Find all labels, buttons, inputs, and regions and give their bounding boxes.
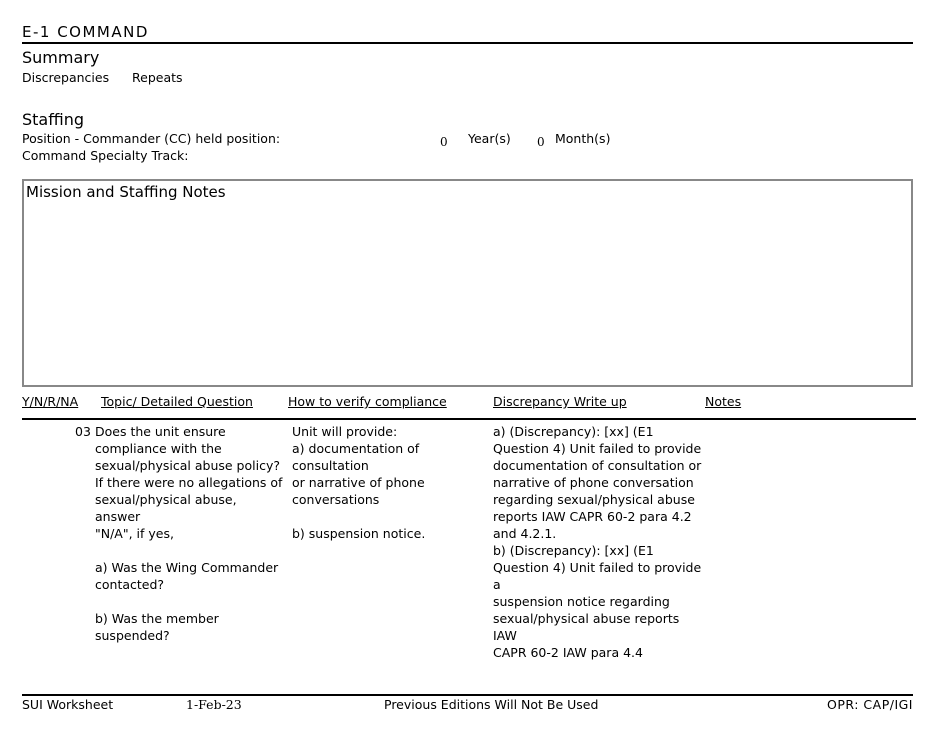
- question-text: Does the unit ensure compliance with the sexual/physical abuse policy? If there were no allegations of sexual/physical abuse, answer "N/A", if yes, a) Was the Wing Commander contacted? b) Was the member suspended?: [95, 424, 283, 643]
- years-value: 0: [440, 135, 448, 149]
- column-header-verify: How to verify compliance: [288, 394, 447, 409]
- verify-compliance-text: Unit will provide: a) documentation of consultation or narrative of phone conversations b) suspension notice.: [292, 424, 426, 541]
- page-title: E-1 COMMAND: [22, 23, 149, 41]
- column-header-discrepancy: Discrepancy Write up: [493, 394, 627, 409]
- footer-divider: [22, 694, 913, 696]
- footer-date: 1-Feb-23: [186, 697, 242, 712]
- discrepancies-label: Discrepancies: [22, 70, 110, 85]
- months-label: Month(s): [555, 131, 611, 146]
- question-number: 03: [75, 424, 91, 439]
- summary-heading: Summary: [22, 48, 100, 67]
- mission-staffing-notes-label: Mission and Staffing Notes: [26, 183, 226, 201]
- table-header-divider: [22, 418, 916, 420]
- column-header-notes: Notes: [705, 394, 742, 409]
- title-divider: [22, 42, 913, 44]
- years-label: Year(s): [468, 131, 511, 146]
- footer-notice: Previous Editions Will Not Be Used: [384, 697, 599, 712]
- position-label: Position - Commander (CC) held position:: [22, 131, 281, 146]
- column-header-ynrna: Y/N/R/NA: [22, 394, 79, 409]
- column-header-topic: Topic/ Detailed Question: [101, 394, 253, 409]
- discrepancy-writeup-text: a) (Discrepancy): [xx] (E1 Question 4) Unit failed to provide documentation of consultation or narrative of phone conversation regarding sexual/physical abuse reports IAW CAPR 60-2 para 4.2 and 4.2.1. b) (Discrepancy): [xx] (E1 Question 4) Unit failed to provide a suspension notice regarding sexual/physical abuse reports IAW CAPR 60-2 IAW para 4.4: [493, 424, 702, 660]
- specialty-track-label: Command Specialty Track:: [22, 148, 189, 163]
- months-value: 0: [537, 135, 545, 149]
- footer-opr: OPR: CAP/IGI: [827, 697, 913, 712]
- staffing-heading: Staffing: [22, 110, 84, 129]
- mission-staffing-notes-box[interactable]: [22, 179, 913, 387]
- repeats-label: Repeats: [132, 70, 183, 85]
- footer-form-name: SUI Worksheet: [22, 697, 114, 712]
